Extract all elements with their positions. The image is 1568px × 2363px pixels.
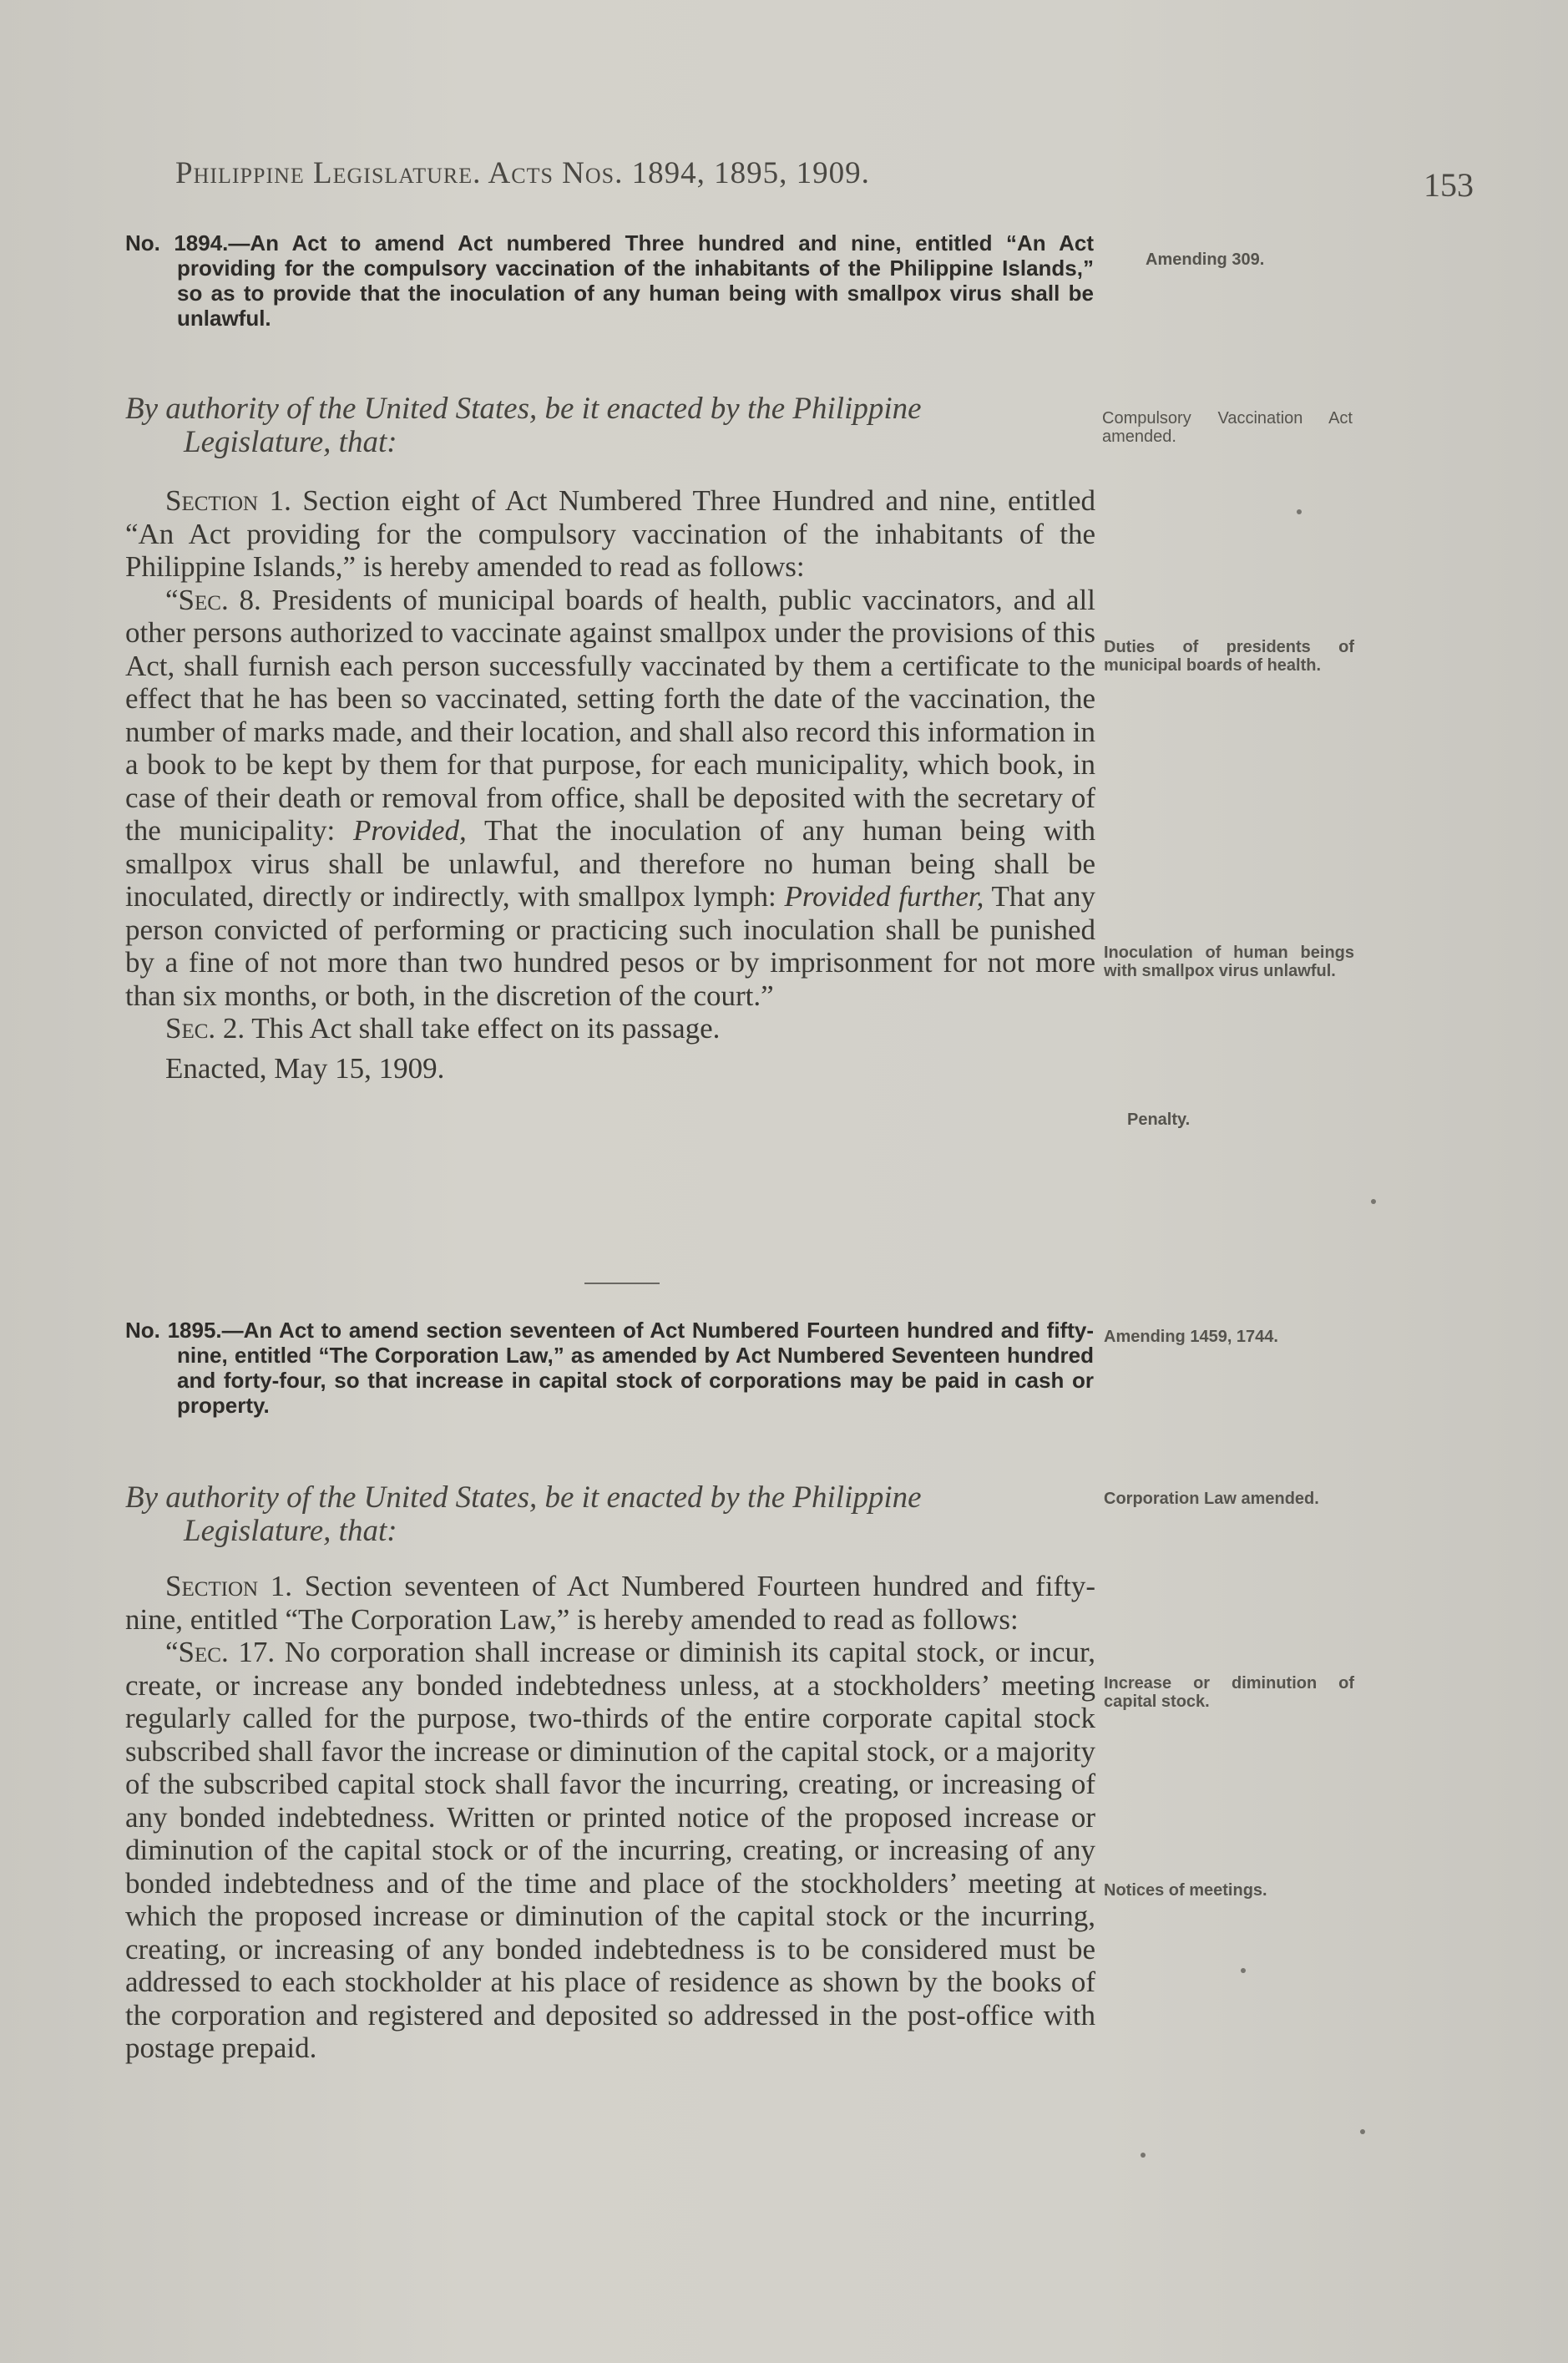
margin-note-amending-1459: Amending 1459, 1744. — [1104, 1328, 1278, 1346]
margin-note-duties-presidents: Duties of presidents of municipal boards of health. — [1104, 638, 1354, 675]
act-1894-enacted-date: Enacted, May 15, 1909. — [165, 1051, 445, 1085]
act-1894-body — [125, 484, 1095, 1085]
act-1895-section-1: Section 1. Section seventeen of Act Numbered Fourteen hundred and fifty-nine, entitled “The Corporation Law,” is hereby amended to read as follows: — [125, 1570, 1095, 1636]
act-1894-section-2: Sec. 2. This Act shall take effect on its passage. — [165, 1012, 721, 1045]
act-1894-heading — [125, 230, 1094, 331]
margin-note-penalty: Penalty. — [1127, 1111, 1191, 1129]
act-1895-body — [125, 1570, 1095, 2065]
act-1895-enacting-clause — [125, 1481, 1102, 1548]
act-1895-section-17-quote: “Sec. 17. No corporation shall increase or diminish its capital stock, or incur, create, or increase any bonded indebtedness unless, at a stockholders’ meeting regularly called for the purpose, two-thirds of the entire corporate capital stock subscribed shall favor the increase or diminution of the capital stock, or a majority of the subscribed capital stock shall favor the incurring, creating, or increasing of any bonded indebtedness. Written or printed notice of the proposed increase or diminution of the capital stock or of the incurring, creating, or increasing of any bonded indebtedness and of the time and place of the stockholders’ meeting at which the proposed increase or diminution of the capital stock or the incurring, creating, or increasing of any bonded indebtedness is to be considered must be addressed to each stockholder at his place of residence as shown by the books of the corporation and registered and deposited so addressed in the post-office with postage prepaid. — [125, 1636, 1095, 2064]
margin-note-notices-meetings: Notices of meetings. — [1104, 1881, 1267, 1900]
act-1894-section-1: Section 1. Section eight of Act Numbered Three Hundred and nine, entitled “An Act providing for the compulsory vaccination of the inhabitants of the Philippine Islands,” is hereby amended to read as follows: — [125, 484, 1095, 583]
scan-speck — [1371, 1199, 1376, 1204]
act-1895-heading — [125, 1318, 1094, 1418]
margin-note-corporation-law: Corporation Law amended. — [1104, 1490, 1319, 1508]
enacting-line-2: Legislature, that: — [184, 425, 397, 459]
margin-note-inoculation-unlawful: Inoculation of human beings with smallpox virus unlawful. — [1104, 944, 1354, 980]
act-1894-section-8-quote: “Sec. 8. Presidents of municipal boards of health, public vaccinators, and all other persons authorized to vaccinate against smallpox under the provisions of this Act, shall furnish each person successfully vaccinated by them a certificate to the effect that he has been so vaccinated, setting forth the date of the vaccination, the number of marks made, and their location, and shall also record this information in a book to be kept by them for that purpose, for each municipality, which book, in case of their death or removal from office, shall be deposited with the secretary of the municipality: Provided, That the inoculation of any human being with smallpox virus shall be unlawful, and therefore no human being shall be inoculated, directly or indirectly, with smallpox lymph: Provided further, That any person convicted of performing or practicing such inoculation shall be punished by a fine of not more than two hundred pesos or by imprisonment for not more than six months, or both, in the discretion of the court.” — [125, 583, 1095, 1012]
section-divider-rule — [584, 1283, 660, 1284]
act-1894-enacting-clause — [125, 392, 1102, 459]
scan-speck — [1241, 1968, 1246, 1973]
margin-note-amending-309: Amending 309. — [1146, 250, 1265, 269]
enacting-line-1: By authority of the United States, be it enacted by the Philippine — [125, 1480, 922, 1515]
scan-speck — [1297, 509, 1302, 514]
act-1894-heading-text: No. 1894.—An Act to amend Act numbered Three hundred and nine, entitled “An Act providing for the compulsory vaccination of the inhabitants of the Philippine Islands,” so as to provide that the inoculation of any human being with smallpox virus shall be unlawful. — [125, 230, 1094, 331]
running-head: Philippine Legislature. Acts Nos. 1894, 1895, 1909. — [175, 156, 870, 190]
page-number: 153 — [1424, 166, 1474, 204]
enacting-line-2: Legislature, that: — [184, 1514, 397, 1548]
scan-speck — [1141, 2153, 1146, 2158]
margin-note-compulsory-vaccination: Compulsory Vaccination Act amended. — [1102, 409, 1353, 446]
act-1895-heading-text: No. 1895.—An Act to amend section seventeen of Act Numbered Fourteen hundred and fifty-nine, entitled “The Corporation Law,” as amended by Act Numbered Seventeen hundred and forty-four, so that increase in capital stock of corporations may be paid in cash or property. — [125, 1318, 1094, 1418]
enacting-line-1: By authority of the United States, be it enacted by the Philippine — [125, 392, 922, 426]
margin-note-increase-diminution: Increase or diminution of capital stock. — [1104, 1674, 1354, 1711]
scan-speck — [1360, 2129, 1365, 2134]
